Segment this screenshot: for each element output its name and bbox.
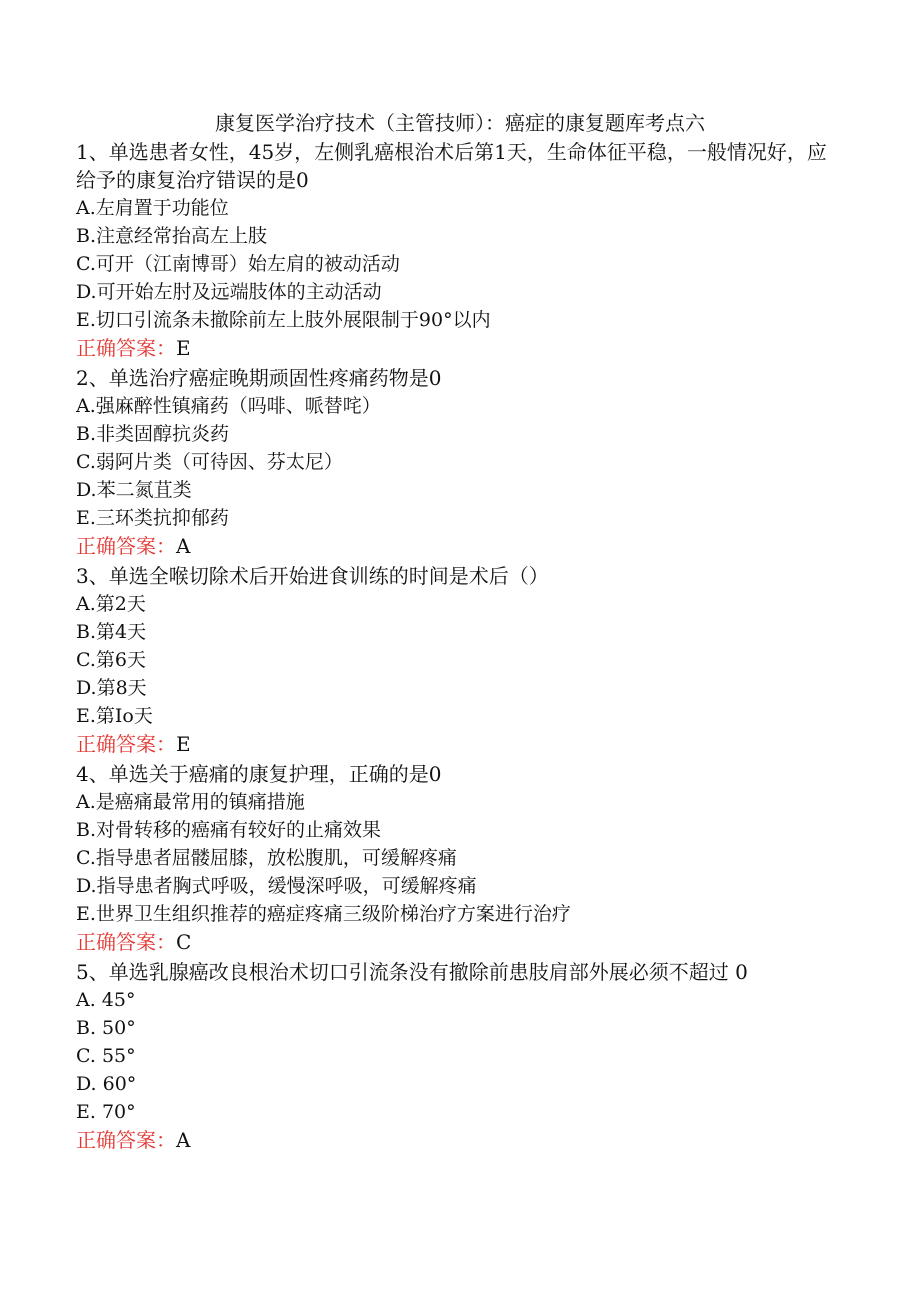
answer-value: E [176, 732, 191, 756]
option-b: B. 50° [76, 1017, 136, 1039]
question-stem: 3、单选全喉切除术后开始进食训练的时间是术后（） [76, 564, 549, 588]
question-stem: 2、单选治疗癌症晚期顽固性疼痛药物是0 [76, 366, 442, 390]
answer-label: 正确答案： [76, 336, 176, 360]
question-4 [76, 760, 836, 956]
correct-answer [76, 928, 836, 956]
answer-label: 正确答案： [76, 1128, 176, 1152]
answer-value: E [176, 336, 191, 360]
option-d: D.可开始左肘及远端肢体的主动活动 [76, 281, 382, 303]
correct-answer [76, 730, 836, 758]
option-a: A. 45° [76, 989, 136, 1011]
question-stem: 1、单选患者女性，45岁，左侧乳癌根治术后第1天，生命体征平稳，一般情况好，应给予的康复治疗错误的是0 [76, 140, 827, 192]
answer-value: A [176, 534, 191, 558]
question-1 [76, 138, 836, 362]
option-e: E. 70° [76, 1101, 136, 1123]
option-b: B.注意经常抬高左上肢 [76, 225, 268, 247]
option-c: C.第6天 [76, 649, 146, 671]
answer-label: 正确答案： [76, 930, 176, 954]
option-c: C. 55° [76, 1045, 136, 1067]
question-stem: 5、单选乳腺癌改良根治术切口引流条没有撤除前患肢肩部外展必须不超过 0 [76, 960, 748, 984]
option-a: A.第2天 [76, 593, 146, 615]
option-e: E.第Io天 [76, 705, 153, 727]
option-e: E.三环类抗抑郁药 [76, 507, 229, 529]
answer-label: 正确答案： [76, 534, 176, 558]
correct-answer [76, 532, 836, 560]
option-e: E.切口引流条未撤除前左上肢外展限制于90°以内 [76, 309, 491, 331]
option-a: A.左肩置于功能位 [76, 197, 229, 219]
answer-label: 正确答案： [76, 732, 176, 756]
option-d: D.第8天 [76, 677, 147, 699]
answer-value: C [176, 930, 192, 954]
option-b: B.非类固醇抗炎药 [76, 423, 230, 445]
option-a: A.强麻醉性镇痛药（吗啡、哌替咤） [76, 395, 381, 417]
question-2 [76, 364, 836, 560]
option-c: C.可开（江南博哥）始左肩的被动活动 [76, 253, 400, 275]
option-c: C.指导患者屈髅屈膝，放松腹肌，可缓解疼痛 [76, 847, 457, 869]
option-a: A.是癌痛最常用的镇痛措施 [76, 791, 305, 813]
option-d: D.苯二氮苴类 [76, 479, 192, 501]
option-d: D.指导患者胸式呼吸，缓慢深呼吸，可缓解疼痛 [76, 875, 477, 897]
option-b: B.对骨转移的癌痛有较好的止痛效果 [76, 819, 382, 841]
correct-answer [76, 1126, 836, 1154]
question-stem: 4、单选关于癌痛的康复护理，正确的是0 [76, 762, 442, 786]
correct-answer [76, 334, 836, 362]
option-e: E.世界卫生组织推荐的癌症疼痛三级阶梯治疗方案进行治疗 [76, 903, 571, 925]
question-5 [76, 958, 836, 1154]
question-3 [76, 562, 836, 758]
option-c: C.弱阿片类（可待因、芬太尼） [76, 451, 343, 473]
document-title: 康复医学治疗技术（主管技师）：癌症的康复题库考点六 [215, 111, 705, 135]
answer-value: A [176, 1128, 191, 1152]
option-d: D. 60° [76, 1073, 137, 1095]
option-b: B.第4天 [76, 621, 147, 643]
